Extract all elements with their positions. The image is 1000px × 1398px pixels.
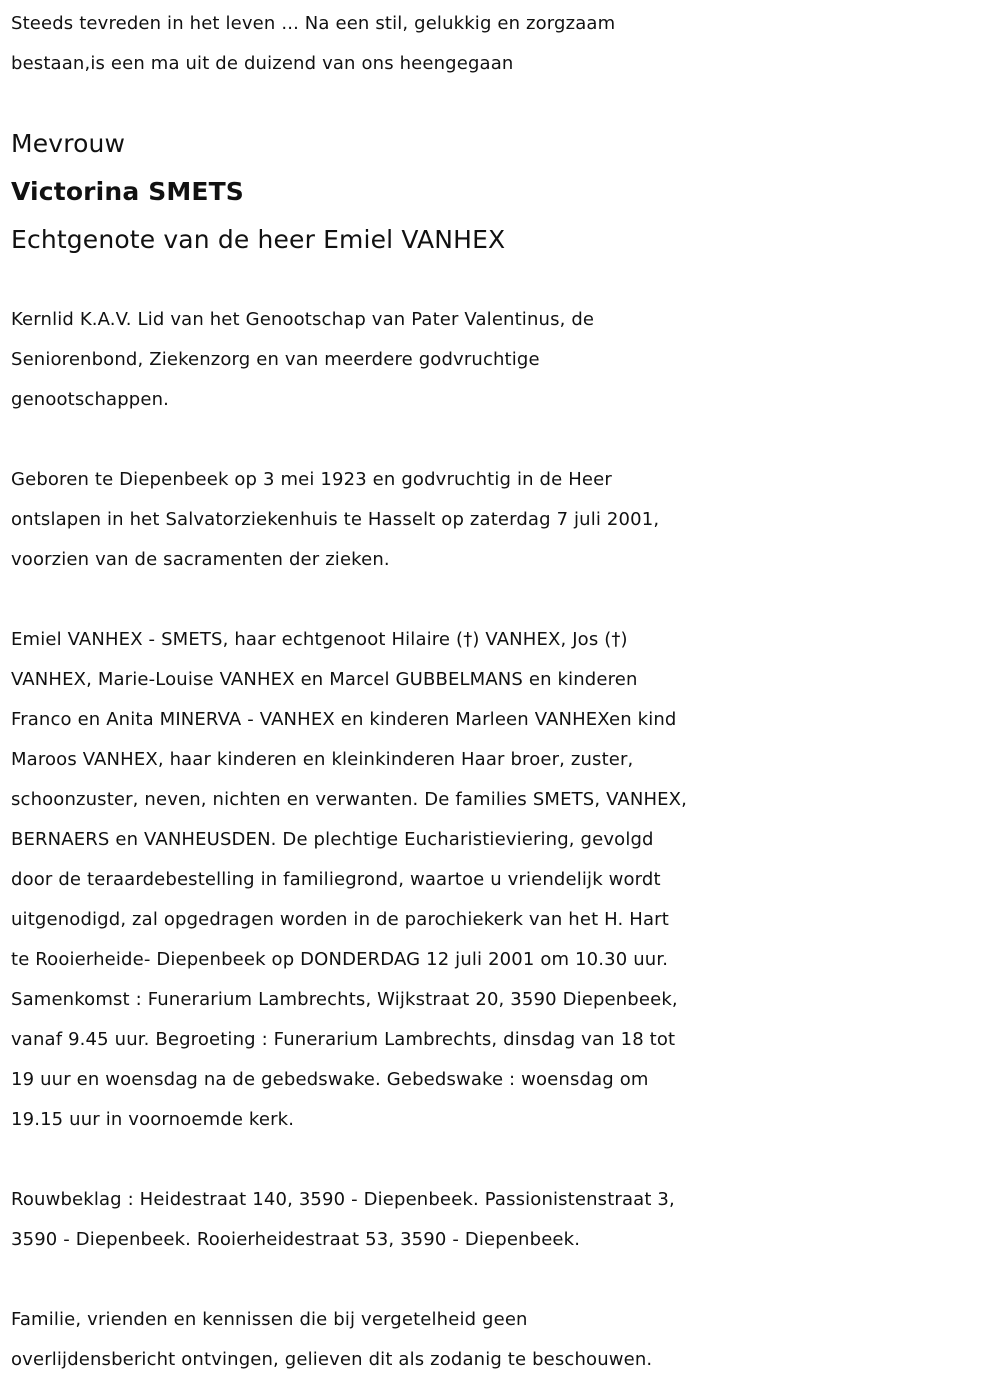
family-line: door de teraardebestelling in familiegrond, waartoe u vriendelijk wordt bbox=[11, 869, 661, 890]
spacer bbox=[11, 260, 996, 300]
spacer bbox=[11, 1260, 996, 1300]
family-paragraph bbox=[11, 620, 996, 1140]
spacer bbox=[11, 580, 996, 620]
family-line: Samenkomst : Funerarium Lambrechts, Wijkstraat 20, 3590 Diepenbeek, bbox=[11, 989, 678, 1010]
mourning-line: Rouwbeklag : Heidestraat 140, 3590 - Diepenbeek. Passionistenstraat 3, bbox=[11, 1189, 675, 1210]
spacer bbox=[11, 1140, 996, 1180]
family-line: uitgenodigd, zal opgedragen worden in de parochiekerk van het H. Hart bbox=[11, 909, 669, 930]
family-line: 19.15 uur in voornoemde kerk. bbox=[11, 1109, 295, 1130]
spacer bbox=[11, 420, 996, 460]
intro-line: Steeds tevreden in het leven ... Na een stil, gelukkig en zorgzaam bbox=[11, 13, 616, 34]
salutation: Mevrouw bbox=[11, 129, 126, 158]
family-line: schoonzuster, neven, nichten en verwanten. De families SMETS, VANHEX, bbox=[11, 789, 688, 810]
family-line: 19 uur en woensdag na de gebedswake. Gebedswake : woensdag om bbox=[11, 1069, 649, 1090]
family-line: Franco en Anita MINERVA - VANHEX en kinderen Marleen VANHEXen kind bbox=[11, 709, 677, 730]
obituary-document bbox=[11, 4, 996, 1380]
spacer bbox=[11, 84, 996, 124]
membership-line: genootschappen. bbox=[11, 389, 170, 410]
family-line: VANHEX, Marie-Louise VANHEX en Marcel GUBBELMANS en kinderen bbox=[11, 669, 638, 690]
family-line: vanaf 9.45 uur. Begroeting : Funerarium Lambrechts, dinsdag van 18 tot bbox=[11, 1029, 676, 1050]
family-line: BERNAERS en VANHEUSDEN. De plechtige Eucharistieviering, gevolgd bbox=[11, 829, 654, 850]
membership-paragraph bbox=[11, 300, 996, 420]
mourning-line: 3590 - Diepenbeek. Rooierheidestraat 53, 3590 - Diepenbeek. bbox=[11, 1229, 581, 1250]
closing-line: overlijdensbericht ontvingen, gelieven dit als zodanig te beschouwen. bbox=[11, 1349, 653, 1370]
family-line: Maroos VANHEX, haar kinderen en kleinkinderen Haar broer, zuster, bbox=[11, 749, 634, 770]
spouse-line: Echtgenote van de heer Emiel VANHEX bbox=[11, 225, 506, 254]
birth-death-line: Geboren te Diepenbeek op 3 mei 1923 en godvruchtig in de Heer bbox=[11, 469, 612, 490]
closing-paragraph bbox=[11, 1300, 996, 1380]
mourning-paragraph bbox=[11, 1180, 996, 1260]
birth-death-paragraph bbox=[11, 460, 996, 580]
deceased-name: Victorina SMETS bbox=[11, 177, 244, 206]
membership-line: Seniorenbond, Ziekenzorg en van meerdere godvruchtige bbox=[11, 349, 540, 370]
intro-line: bestaan,is een ma uit de duizend van ons heengegaan bbox=[11, 53, 514, 74]
birth-death-line: voorzien van de sacramenten der zieken. bbox=[11, 549, 390, 570]
family-line: Emiel VANHEX - SMETS, haar echtgenoot Hilaire (†) VANHEX, Jos (†) bbox=[11, 629, 628, 650]
intro-paragraph bbox=[11, 4, 996, 84]
membership-line: Kernlid K.A.V. Lid van het Genootschap van Pater Valentinus, de bbox=[11, 309, 595, 330]
family-line: te Rooierheide- Diepenbeek op DONDERDAG 12 juli 2001 om 10.30 uur. bbox=[11, 949, 669, 970]
birth-death-line: ontslapen in het Salvatorziekenhuis te Hasselt op zaterdag 7 juli 2001, bbox=[11, 509, 660, 530]
closing-line: Familie, vrienden en kennissen die bij vergetelheid geen bbox=[11, 1309, 528, 1330]
